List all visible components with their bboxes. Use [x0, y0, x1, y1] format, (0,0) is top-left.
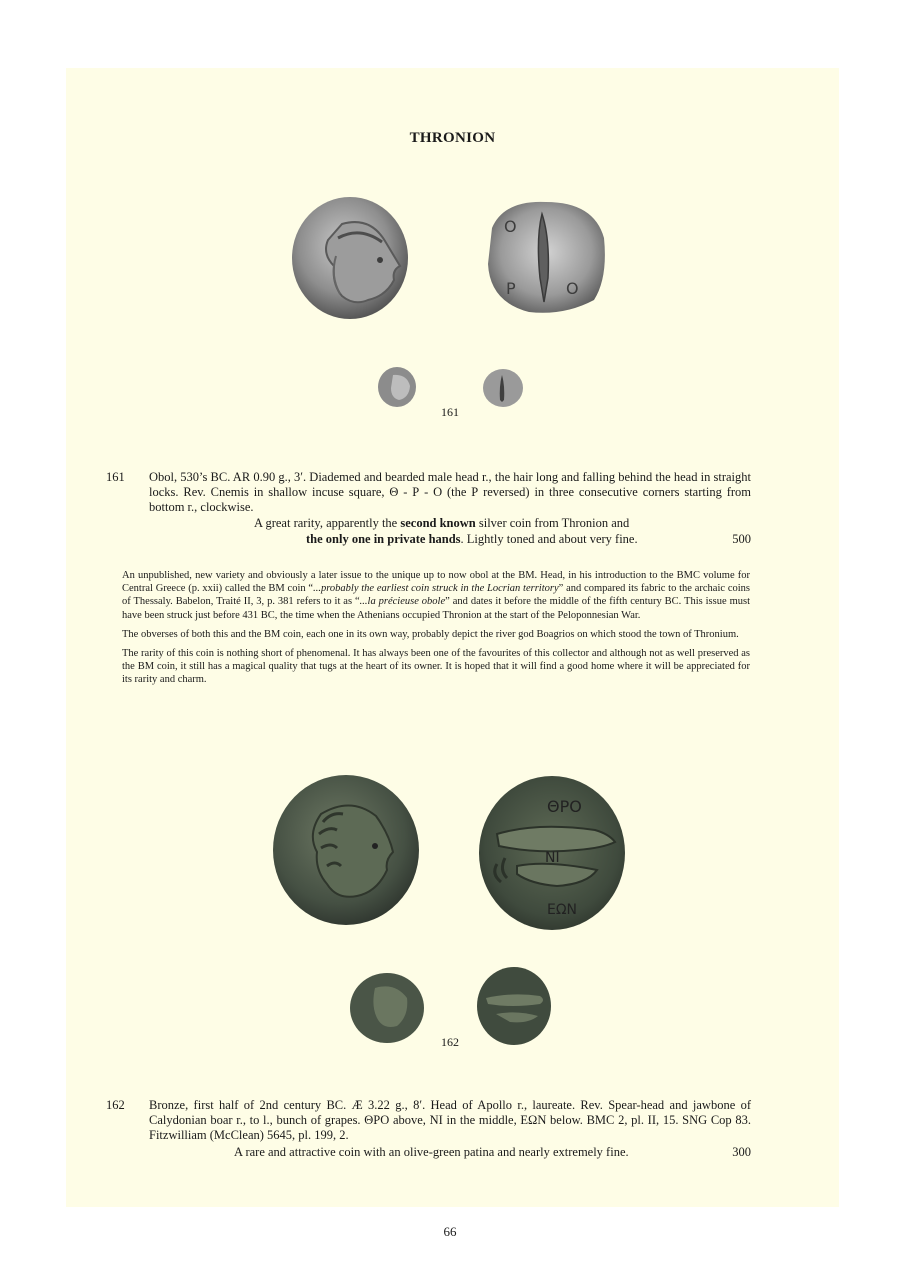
- page-title: THRONION: [409, 130, 496, 146]
- coin-162-reverse-small: [476, 966, 552, 1046]
- lot-161-note-1: An unpublished, new variety and obviously a later issue to the unique up to now obol at the BM. Head, in his introduction to the BMC volume for Central Greece (p. xxii) called the BM coin “...probably the earliest coin struck in the Locrian territory” and compared its fabric to the archaic coins of Thessaly. Babelon, Traité II, 3, p. 381 refers to it as “...la précieuse obole” and dates it before the middle of the fifth century BC. This issue must have been struck just before 431 BC, the time when the Athenians occupied Thronion at the start of the Peloponnesian War.: [122, 570, 750, 621]
- lot-161-notes: [122, 569, 750, 693]
- lot-162-remark: A rare and attractive coin with an olive-green patina and nearly extremely fine.: [234, 1145, 629, 1159]
- lot-161-estimate: 500: [732, 532, 751, 546]
- coin-162-rev-legend-top: ΘΡΟ: [547, 797, 582, 816]
- coin-161-reverse-small: [482, 368, 524, 408]
- lot-161-remark-text-3: . Lightly toned and about very fine.: [460, 532, 638, 546]
- coin-161-reverse-large: [484, 198, 609, 316]
- coin-161-rev-letter-1: Ο: [504, 217, 517, 236]
- lot-161-remark-text-2: silver coin from Thronion and: [475, 516, 630, 530]
- lot-161-remark-bold: second known: [400, 516, 476, 530]
- lot-161-note-2: The obverses of both this and the BM coin, each one in its own way, probably depict the river god Boagrios on which stood the town of Thronium.: [122, 628, 739, 640]
- coin-162-reverse-large: [477, 774, 627, 932]
- plate-label-161: 161: [441, 405, 459, 419]
- lot-162-description: Bronze, first half of 2nd century BC. Æ 3.22 g., 8′. Head of Apollo r., laureate. Rev. Spear-head and jawbone of Calydonian boar r., to l., bunch of grapes. ΘΡΟ above, ΝΙ in the middle, ΕΩΝ below. BMC 2, pl. II, 15. SNG Cop 83. Fitzwilliam (McClean) 5645, pl. 199, 2.: [149, 1098, 751, 1142]
- lot-162: [106, 1098, 751, 1143]
- lot-161-note-3: The rarity of this coin is nothing short of phenomenal. It has always been one of the favourites of this collector and although not as well preserved as the BM coin, it still has a magical quality that tugs at the heart of its owner. It is hoped that it will find a good home where it will be appreciated for its rarity and charm.: [122, 648, 750, 686]
- coin-162-rev-legend-middle: ΝΙ: [545, 850, 560, 866]
- coin-161-obverse-small: [377, 366, 417, 408]
- coin-162-rev-legend-bottom: ΕΩΝ: [547, 902, 578, 918]
- coin-161-obverse-large: [290, 196, 410, 321]
- lot-number-161: 161: [106, 470, 125, 484]
- lot-161: [106, 470, 751, 515]
- plate-label-162: 162: [441, 1035, 459, 1049]
- coin-161-rev-letter-3: Ο: [566, 279, 579, 298]
- page-number: 66: [443, 1224, 457, 1239]
- lot-162-estimate: 300: [732, 1145, 751, 1159]
- coin-162-obverse-small: [349, 972, 425, 1044]
- catalog-page: [66, 68, 839, 1207]
- lot-number-162: 162: [106, 1098, 125, 1112]
- lot-161-remark-bold-2: the only one in private hands: [306, 532, 461, 546]
- lot-161-remark-line-1: [254, 516, 629, 531]
- coin-162-obverse-large: [271, 774, 421, 926]
- lot-161-description: Obol, 530’s BC. AR 0.90 g., 3′. Diademed and bearded male head r., the hair long and falling behind the head in straight locks. Rev. Cnemis in shallow incuse square, Θ - Ρ - Ο (the Ρ reversed) in three consecutive corners starting from bottom r., clockwise.: [149, 470, 751, 514]
- lot-161-remark-text: A great rarity, apparently the: [254, 516, 401, 530]
- lot-161-remark-line-2: [306, 532, 638, 547]
- coin-161-rev-letter-2: Ρ: [506, 279, 516, 298]
